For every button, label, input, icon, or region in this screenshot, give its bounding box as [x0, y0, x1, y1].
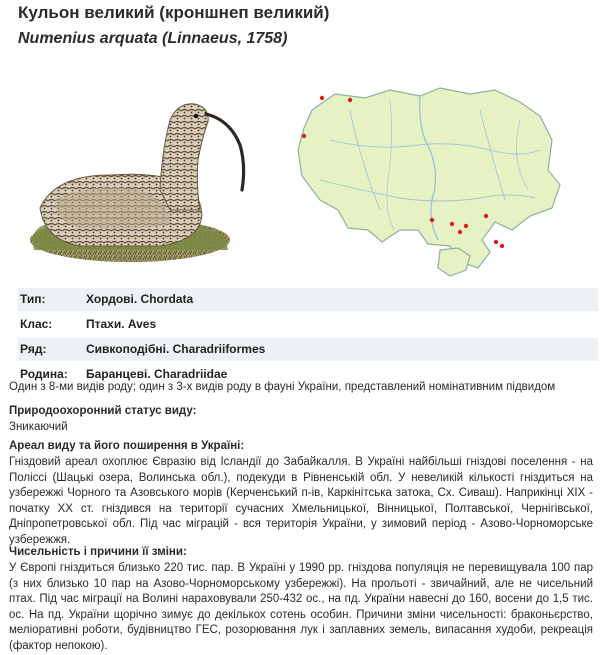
taxonomy-row [18, 313, 598, 338]
taxonomy-value: Баранцеві. Charadriidae [84, 363, 598, 388]
page-title: Кульон великий (кроншнеп великий) [18, 3, 330, 22]
status-heading: Природоохоронний статус виду: [9, 405, 197, 417]
taxonomy-label: Тип: [18, 288, 84, 313]
taxonomy-table [18, 288, 598, 388]
taxonomy-row [18, 288, 598, 313]
bird-illustration [20, 90, 250, 265]
range-heading: Ареал виду та його поширення в Україні: [9, 440, 245, 452]
taxonomy-label: Ряд: [18, 338, 84, 363]
taxonomy-value: Сивкоподібні. Charadriiformes [84, 338, 598, 363]
range-text: Гніздовий ареал охоплює Євразію від Ісландії до Забайкалля. В Україні найбільші гніздові поселення - на Поліссі (Шацькі озера, Волинська обл.), подекуди в Рівненській обл. У невеликій кількості гніздиться на узбережжі Чорного та Азовського морів (Керченський п-ів, Каркінітська затока, Сх. Сиваш). Наприкінці XIX - початку XX ст. гніздився на території сучасних Хмельницької, Вінницької, Полтавської, Чернігівської, Дніпропетровської обл. Під час міграцій - вся територія України, у зимовий період - Азово-Чорноморське узбережжя. [9, 456, 593, 546]
abundance-heading: Чисельність і причини її зміни: [9, 546, 187, 558]
taxonomy-row [18, 338, 598, 363]
abundance-text: У Європі гніздиться близько 220 тис. пар. В Україні у 1990 рр. гніздова популяція не перевищувала 100 пар (з них близько 10 пар на Азово-Чорноморському узбережжі). На прольоті - звичайний, але не чисельний птах. Під час міграції на Волині нараховували 250-432 ос., на пд. України навесні до 160, восени до 1,5 тис. ос. На пд. України щорічно зимує до декількох сотень особин. Причини зміни чисельності: браконьєрство, меліоративні роботи, будівництво ГЕС, розорювання лук і заплавних земель, випасання худоби, рекреація (фактор непокою). [9, 562, 593, 652]
taxonomy-label: Родина: [18, 363, 84, 388]
taxonomy-value: Птахи. Aves [84, 313, 598, 338]
status-text: Зникаючий [9, 421, 68, 433]
distribution-map [290, 80, 570, 280]
intro-text: Один з 8-ми видів роду; один з 3-х видів роду в фауні України, представлений номінативним підвидом [9, 381, 556, 393]
latin-name: Numenius arquata (Linnaeus, 1758) [18, 30, 288, 47]
taxonomy-value: Хордові. Chordata [84, 288, 598, 313]
taxonomy-label: Клас: [18, 313, 84, 338]
